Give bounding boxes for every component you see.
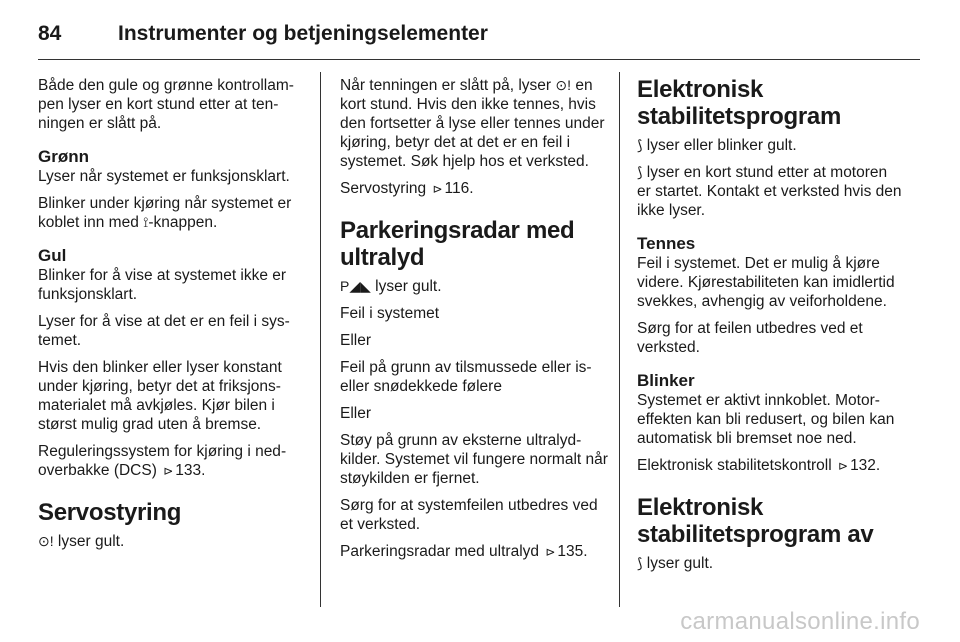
column-divider-1 <box>320 72 321 607</box>
esp-off-heading: Elektronisk stabilitetsprogram av <box>637 494 874 548</box>
esp-icon: ⟆ <box>637 137 643 153</box>
park-paragraph-1 <box>340 277 608 296</box>
intro-paragraph: Både den gule og grønne kontrollampen lyser en kort stund etter at tenningen er slått på. <box>38 77 294 132</box>
esp-p1-text: lyser eller blinker gult. <box>642 137 797 154</box>
blink-paragraph-1: Systemet er aktivt innkoblet. Motoreffekten kan bli redusert, og bilen kan automatisk bli bremset noe ned. <box>637 392 895 447</box>
esc-ref-page: 132. <box>850 457 881 474</box>
esp-icon: ⟆ <box>637 164 643 180</box>
esp-p2-text: lyser en kort stund etter at motoren er startet. Kontakt et verksted hvis den ikke lyser. <box>637 164 902 219</box>
esp-paragraph-1 <box>637 136 905 155</box>
green-paragraph-2 <box>38 194 306 232</box>
esp-off-icon: ⟆ <box>637 555 643 571</box>
green-p2-suffix: -knappen. <box>148 214 218 231</box>
column-3 <box>637 76 905 581</box>
yellow-paragraph-1: Blinker for å vise at systemet ikke er funksjonsklart. <box>38 267 287 303</box>
green-heading: Grønn <box>38 147 89 166</box>
green-paragraph-1: Lyser når systemet er funksjonsklart. <box>38 168 290 185</box>
page-ref-arrow-icon: ⊳ <box>838 459 849 473</box>
servo-ref-text: Servostyring <box>340 180 431 197</box>
servo-reference <box>340 179 608 199</box>
steering-warning-icon: ⊙! <box>555 77 572 93</box>
yellow-heading: Gul <box>38 246 67 265</box>
servo-ref-page: 116. <box>444 180 474 197</box>
page-title: Instrumenter og betjeningselementer <box>118 22 488 45</box>
servo-p2-prefix: Når tenningen er slått på, lyser <box>340 77 556 94</box>
dcs-page: 133. <box>175 462 206 479</box>
park-paragraph-5: Sørg for at systemfeilen utbedres ved et verksted. <box>340 497 598 533</box>
park-paragraph-2: Feil i systemet <box>340 305 440 322</box>
esp-heading: Elektronisk stabilitetsprogram <box>637 76 841 130</box>
eco-mode-icon: ⟟ <box>143 214 149 230</box>
column-divider-2 <box>619 72 620 607</box>
park-ref-text: Parkeringsradar med ultralyd <box>340 543 544 560</box>
dcs-reference <box>38 442 306 481</box>
page-number: 84 <box>38 22 62 45</box>
park-or-2: Eller <box>340 405 372 422</box>
yellow-paragraph-2: Lyser for å vise at det er en feil i systemet. <box>38 313 290 349</box>
park-paragraph-4: Støy på grunn av eksterne ultralydkilder. Systemet vil fungere normalt når støykilden er fjernet. <box>340 432 608 487</box>
servo-heading: Servostyring <box>38 499 182 526</box>
park-or-1: Eller <box>340 332 372 349</box>
lit-heading: Tennes <box>637 234 696 253</box>
park-reference <box>340 542 608 562</box>
esp-paragraph-2 <box>637 163 905 220</box>
page-ref-arrow-icon: ⊳ <box>432 182 443 196</box>
yellow-paragraph-3: Hvis den blinker eller lyser konstant under kjøring, betyr det at friksjonsmaterialet må avkjøles. Kjør bilen i størst mulig grad uten å bremse. <box>38 359 282 433</box>
steering-warning-icon: ⊙! <box>38 533 54 549</box>
green-p2-text: Blinker under kjøring når systemet er koblet inn med <box>38 195 292 231</box>
header-rule <box>38 59 920 60</box>
esc-ref-text: Elektronisk stabilitetskontroll <box>637 457 836 474</box>
park-paragraph-3: Feil på grunn av tilsmussede eller iseller snødekkede følere <box>340 359 592 395</box>
watermark: carmanualsonline.info <box>680 608 920 635</box>
blink-heading: Blinker <box>637 371 695 390</box>
park-ref-page: 135. <box>557 543 588 560</box>
park-heading: Parkeringsradar med ultralyd <box>340 217 575 271</box>
page-ref-arrow-icon: ⊳ <box>545 545 556 559</box>
servo-p2-text: en kort stund. Hvis den ikke tennes, hvis den fortsetter å lyse eller tennes under kjøring, betyr det at det er en feil i systemet. Søk hjelp hos et verksted. <box>340 77 605 170</box>
column-2 <box>340 76 608 570</box>
esc-reference <box>637 456 905 476</box>
esp-off-text: lyser gult. <box>642 555 714 572</box>
lit-paragraph-1: Feil i systemet. Det er mulig å kjøre videre. Kjørestabiliteten kan imidlertid svekkes, avhengig av veiforholdene. <box>637 255 895 310</box>
esp-off-paragraph <box>637 554 905 573</box>
page-header <box>38 14 488 54</box>
servo-text: lyser gult. <box>53 533 125 550</box>
parking-radar-icon: P◢◣ <box>340 278 371 294</box>
page-ref-arrow-icon: ⊳ <box>163 464 174 478</box>
servo-paragraph-2 <box>340 76 608 171</box>
park-p1-text: lyser gult. <box>370 278 442 295</box>
dcs-text: Reguleringssystem for kjøring i nedoverbakke (DCS) <box>38 443 287 479</box>
servo-paragraph <box>38 532 306 551</box>
lit-paragraph-2: Sørg for at feilen utbedres ved et verksted. <box>637 320 863 356</box>
column-1 <box>38 76 306 559</box>
